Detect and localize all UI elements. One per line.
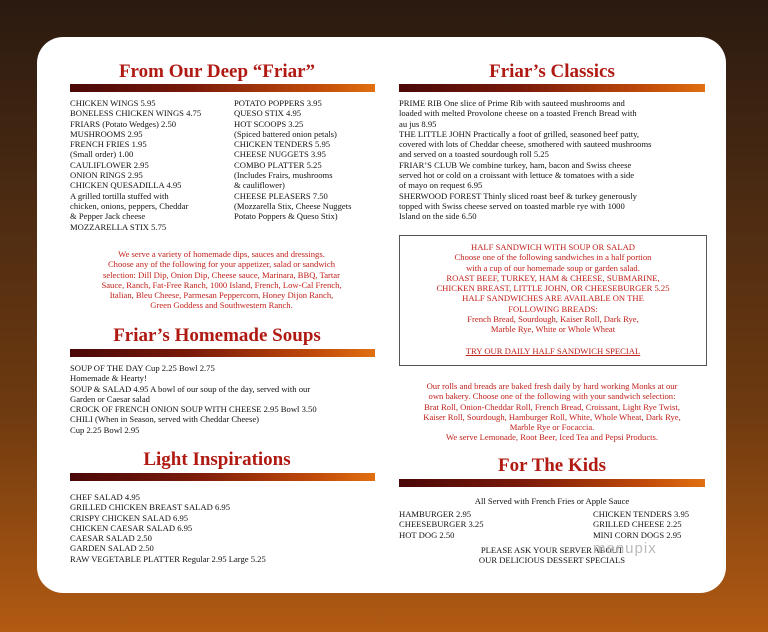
menu-line: Marble Rye, White or Whole Wheat — [490, 324, 616, 335]
soups-list — [70, 363, 317, 435]
menu-line: A grilled tortilla stuffed with — [70, 190, 169, 201]
menu-line: OUR DELICIOUS DESSERT SPECIALS — [478, 555, 626, 566]
menu-line: QUESO STIX 4.95 — [234, 108, 302, 119]
menu-line: CHICKEN BREAST, LITTLE JOHN, OR CHEESEBURGER 5.25 — [436, 283, 670, 294]
breads-note — [394, 381, 710, 443]
menu-line: CHEF SALAD 4.95 — [70, 492, 140, 502]
menu-line: FOLLOWING BREADS: — [508, 303, 598, 314]
menu-line: MINI CORN DOGS 2.95 — [593, 529, 682, 540]
menu-line: CAULIFLOWER 2.95 — [70, 159, 149, 170]
classics-list — [399, 98, 652, 222]
menu-line: HOT SCOOPS 3.25 — [234, 118, 304, 129]
menu-line: ROAST BEEF, TURKEY, HAM & CHEESE, SUBMARINE, — [446, 272, 660, 283]
classics-heading-bar — [399, 84, 705, 92]
light-heading-bar — [70, 473, 375, 481]
menu-line: MOZZARELLA STIX 5.75 — [70, 221, 167, 232]
menu-line: Italian, Bleu Cheese, Parmesan Peppercorn, Honey Dijon Ranch, — [109, 290, 334, 301]
menu-line: COMBO PLATTER 5.25 — [234, 159, 322, 170]
menu-line: & Pepper Jack cheese — [70, 211, 146, 222]
menu-line: Brat Roll, Onion-Cheddar Roll, French Bread, Croissant, Light Rye Twist, — [424, 401, 680, 412]
menu-line: FRENCH FRIES 1.95 — [70, 139, 147, 150]
menu-line: RAW VEGETABLE PLATTER Regular 2.95 Large 5.25 — [70, 553, 266, 564]
menu-line: CHICKEN WINGS 5.95 — [70, 98, 156, 108]
fried-heading: From Our Deep “Friar” — [118, 61, 316, 82]
menu-line: THE LITTLE JOHN Practically a foot of grilled, seasoned beef patty, — [399, 128, 639, 139]
menu-line: CHEESE PLEASERS 7.50 — [234, 190, 328, 201]
soups-heading-bar — [70, 349, 375, 357]
menu-line: au jus 8.95 — [399, 118, 437, 129]
menu-line: CHICKEN TENDERS 3.95 — [593, 509, 690, 519]
kids-footer — [399, 545, 705, 566]
menu-line: topped with Swiss cheese served on toasted marble rye with 1000 — [399, 200, 625, 211]
menu-line: CHEESE NUGGETS 3.95 — [234, 149, 326, 160]
dips-note — [59, 249, 384, 311]
menu-line: Sauce, Ranch, Fat-Free Ranch, 1000 Island, French, Low-Cal French, — [101, 279, 342, 290]
menu-line: PRIME RIB One slice of Prime Rib with sauteed mushrooms and — [399, 98, 625, 108]
menu-line: own bakery. Choose one of the following with your sandwich selection: — [428, 391, 676, 402]
menu-line: chicken, onions, peppers, Cheddar — [70, 200, 189, 211]
kids-subtitle: All Served with French Fries or Apple Sauce — [474, 496, 630, 506]
menu-line: SOUP OF THE DAY Cup 2.25 Bowl 2.75 — [70, 363, 215, 373]
soups-heading: Friar’s Homemade Soups — [113, 325, 321, 346]
kids-heading: For The Kids — [497, 455, 607, 476]
menu-line: (Mozzarella Stix, Cheese Nuggets — [234, 200, 352, 211]
menu-line: Our rolls and breads are baked fresh daily by hard working Monks at our — [426, 381, 678, 391]
light-heading: Light Inspirations — [143, 449, 291, 470]
menu-line: Homemade & Hearty! — [70, 373, 147, 384]
menu-line: ONION RINGS 2.95 — [70, 170, 143, 181]
menu-line: GRILLED CHEESE 2.25 — [593, 519, 682, 530]
menu-line: with a cup of our homemade soup or garden salad. — [466, 262, 640, 273]
light-list — [70, 492, 266, 564]
menu-line: BONELESS CHICKEN WINGS 4.75 — [70, 108, 202, 119]
menu-line: (Small order) 1.00 — [70, 149, 134, 160]
menu-line: GRILLED CHICKEN BREAST SALAD 6.95 — [70, 502, 231, 513]
fried-heading-bar — [70, 84, 375, 92]
menu-line: served hot or cold on a croissant with lettuce & tomatoes with a side — [399, 170, 635, 181]
menu-line: CHEESEBURGER 3.25 — [399, 519, 484, 530]
menu-line: FRIAR’S CLUB We combine turkey, ham, bacon and Swiss cheese — [399, 159, 632, 170]
menu-line: Choose any of the following for your appetizer, salad or sandwich — [107, 259, 336, 270]
menu-line: Kaiser Roll, Sourdough, Hamburger Roll, White, Whole Wheat, Dark Rye, — [423, 411, 681, 422]
menu-line: Potato Poppers & Queso Stix) — [234, 211, 338, 222]
fried-list-left — [70, 98, 201, 232]
menu-line: CHILI (When in Season, served with Cheddar Cheese) — [70, 414, 260, 425]
kids-heading-bar — [399, 479, 705, 487]
menu-line: PLEASE ASK YOUR SERVER ABOUT — [480, 545, 624, 555]
menu-line: and served on a toasted sourdough roll 5.25 — [399, 149, 549, 160]
menu-line: CHICKEN TENDERS 5.95 — [234, 139, 331, 150]
watermark: menupix — [593, 540, 657, 557]
menu-line: HOT DOG 2.50 — [399, 529, 455, 540]
fried-list-right — [234, 98, 351, 222]
menu-line: Choose one of the following sandwiches in a half portion — [454, 252, 652, 263]
half-sandwich-special: TRY OUR DAILY HALF SANDWICH SPECIAL — [465, 346, 641, 356]
kids-list-left — [399, 509, 484, 540]
kids-list-right — [593, 509, 689, 540]
menu-line: FRIARS (Potato Wedges) 2.50 — [70, 118, 177, 129]
menu-line: (Spiced battered onion petals) — [234, 128, 337, 139]
menu-line: We serve Lemonade, Root Beer, Iced Tea and Pepsi Products. — [445, 432, 659, 443]
menu-line: HALF SANDWICHES ARE AVAILABLE ON THE — [462, 293, 644, 304]
menu-line: HALF SANDWICH WITH SOUP OR SALAD — [470, 242, 635, 252]
menu-line: French Bread, Sourdough, Kaiser Roll, Dark Rye, — [467, 314, 639, 325]
menu-line: SOUP & SALAD 4.95 A bowl of our soup of the day, served with our — [70, 383, 311, 394]
menu-line: MUSHROOMS 2.95 — [70, 128, 143, 139]
menu-line: Cup 2.25 Bowl 2.95 — [70, 424, 140, 435]
menu-line: GARDEN SALAD 2.50 — [70, 543, 154, 554]
menu-line: & cauliflower) — [234, 180, 285, 191]
menu-line: Garden or Caesar salad — [70, 393, 150, 404]
menu-line: CAESAR SALAD 2.50 — [70, 533, 152, 544]
menu-line: Marble Rye or Focaccia. — [509, 422, 595, 433]
menu-line: HAMBURGER 2.95 — [399, 509, 472, 519]
menu-line: CRISPY CHICKEN SALAD 6.95 — [70, 512, 189, 523]
menu-line: CHICKEN QUESADILLA 4.95 — [70, 180, 182, 191]
menu-line: (Includes Frairs, mushrooms — [234, 170, 333, 181]
menu-line: We serve a variety of homemade dips, sauces and dressings. — [118, 249, 325, 259]
menu-line: selection: Dill Dip, Onion Dip, Cheese sauce, Marinara, BBQ, Tartar — [103, 269, 340, 280]
classics-heading: Friar’s Classics — [489, 61, 615, 82]
menu-line: loaded with melted Provolone cheese on a toasted French Bread with — [399, 108, 637, 119]
menu-line: Green Goddess and Southwestern Ranch. — [150, 300, 293, 311]
menu-line: Island on the side 6.50 — [399, 211, 477, 222]
menu-page — [37, 37, 726, 593]
menu-line: of mayo on request 6.95 — [399, 180, 483, 191]
menu-line: covered with lots of Cheddar cheese, smothered with sauteed mushrooms — [399, 139, 652, 150]
menu-line: CHICKEN CAESAR SALAD 6.95 — [70, 522, 193, 533]
half-sandwich-text — [400, 242, 706, 335]
half-sandwich-box — [399, 235, 707, 366]
menu-line: SHERWOOD FOREST Thinly sliced roast beef & turkey generously — [399, 190, 637, 201]
menu-line: CROCK OF FRENCH ONION SOUP WITH CHEESE 2.95 Bowl 3.50 — [70, 404, 317, 415]
menu-line: POTATO POPPERS 3.95 — [234, 98, 322, 108]
